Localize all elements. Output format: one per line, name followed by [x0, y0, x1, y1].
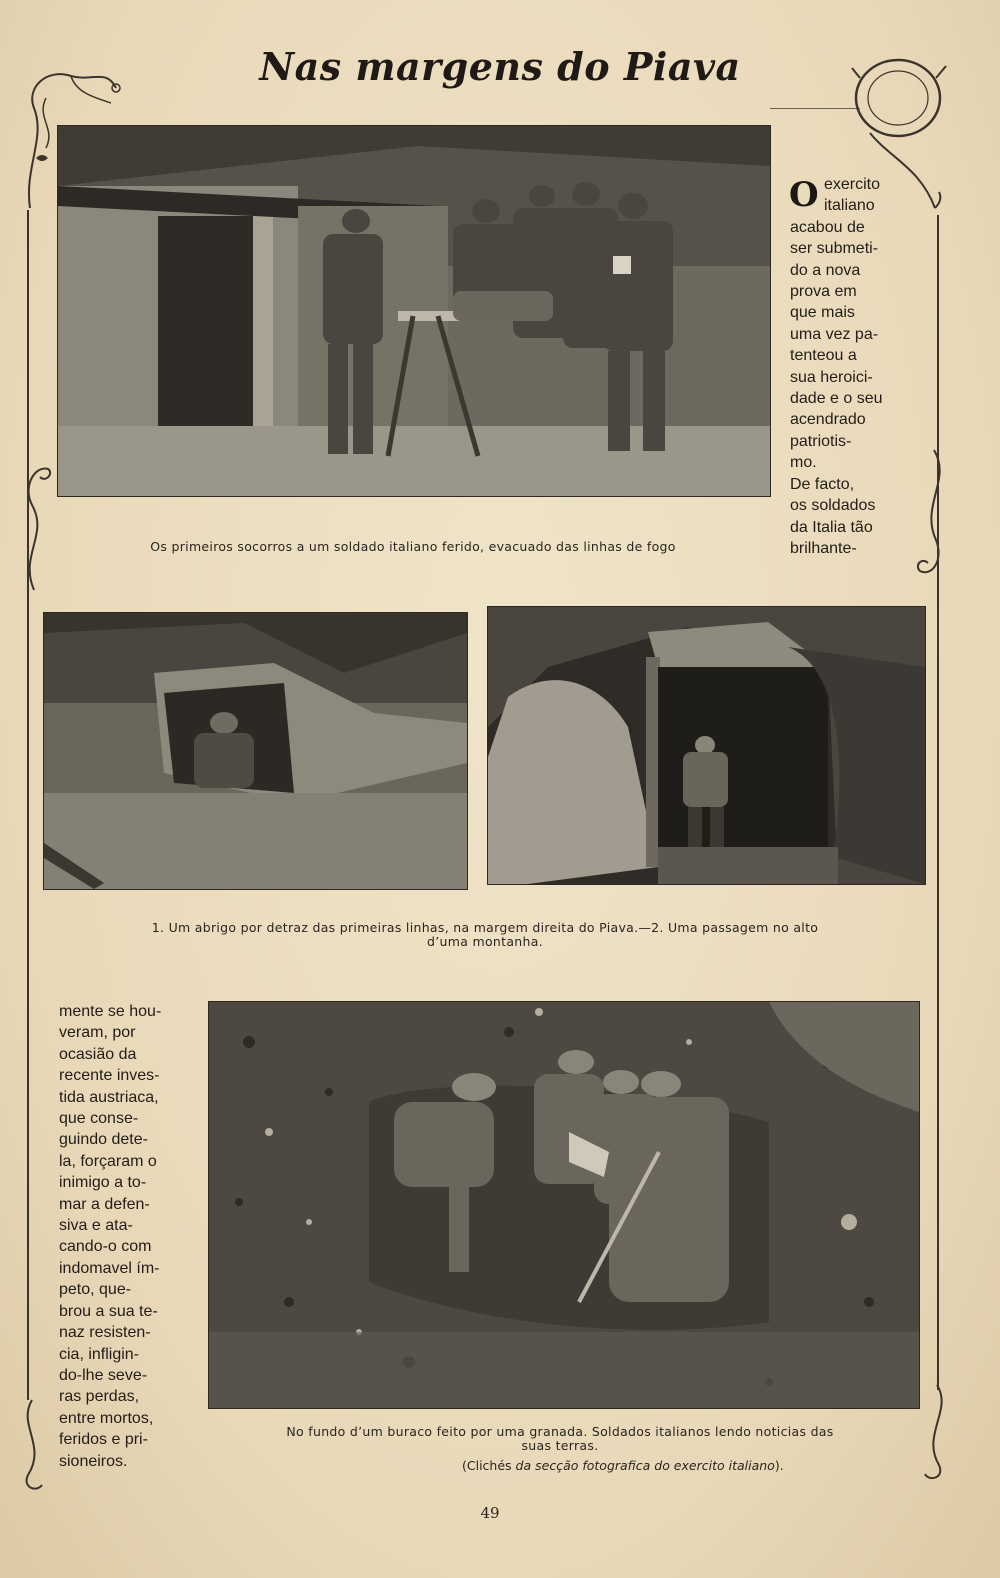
article-line: feridos e pri- — [59, 1431, 148, 1449]
article-line: brilhante- — [790, 539, 857, 557]
article-line: prova em — [790, 283, 857, 301]
article-line: cia, infligin- — [59, 1345, 140, 1363]
photo-credit-prefix: (Clichés — [462, 1458, 512, 1473]
article-dropcap: O — [789, 175, 819, 215]
article-line: mar a defen- — [59, 1195, 150, 1213]
photo-credit — [462, 1458, 784, 1473]
article-line: tida austriaca, — [59, 1088, 159, 1106]
caption-soldiers-reading-line2: suas terras. — [521, 1438, 599, 1453]
article-line: do-lhe seve- — [59, 1366, 148, 1384]
bottom-right-ornament — [915, 1380, 955, 1485]
article-line: que mais — [790, 304, 855, 322]
article-line: acabou de — [790, 218, 865, 236]
article-line: recente inves- — [59, 1067, 160, 1085]
article-line: brou a sua te- — [59, 1302, 158, 1320]
article-right-column — [790, 174, 893, 559]
article-line: veram, por — [59, 1024, 136, 1042]
article-line: la, forçaram o — [59, 1152, 157, 1170]
photo-mountain-passage — [487, 606, 926, 885]
photo-shelter-image — [44, 613, 467, 889]
photo-soldiers-reading — [208, 1001, 920, 1409]
article-line: patriotis- — [790, 432, 852, 450]
article-line: da Italia tão — [790, 518, 873, 536]
article-line: cando-o com — [59, 1238, 152, 1256]
caption-soldiers-reading-line1: No fundo d’um buraco feito por uma granada. Soldados italianos lendo noticias das — [286, 1424, 834, 1439]
article-line: mente se hou- — [59, 1003, 162, 1020]
photo-mountain-passage-image — [488, 607, 925, 884]
left-frame-line — [27, 210, 29, 1400]
article-line: De facto, — [790, 475, 855, 493]
article-line: tenteou a — [790, 347, 857, 365]
article-line: naz resisten- — [59, 1324, 151, 1342]
article-line: ser submeti- — [790, 240, 879, 258]
bottom-left-ornament — [12, 1395, 52, 1495]
article-line: uma vez pa- — [790, 325, 879, 343]
article-line: inimigo a to- — [59, 1174, 147, 1192]
article-line: indomavel ím- — [59, 1259, 160, 1277]
caption-shelter-passage — [95, 921, 875, 949]
article-line: ras perdas, — [59, 1388, 140, 1406]
article-line: mo. — [790, 454, 817, 472]
article-line: que conse- — [59, 1110, 139, 1128]
article-line: dade e o seu — [790, 390, 883, 408]
article-line: italiano — [824, 197, 875, 215]
page-title: Nas margens do Piava — [259, 44, 741, 89]
photo-soldiers-reading-image — [209, 1002, 919, 1408]
photo-first-aid — [57, 125, 771, 497]
article-line: entre mortos, — [59, 1409, 154, 1427]
article-line: os soldados — [790, 497, 876, 515]
article-line: ocasião da — [59, 1045, 137, 1063]
photo-credit-source: da secção fotografica do exercito italiano — [515, 1458, 775, 1473]
article-line: sioneiros. — [59, 1452, 128, 1470]
article-left-column — [59, 1001, 175, 1472]
article-line: guindo dete- — [59, 1131, 148, 1149]
page-number: 49 — [480, 1504, 500, 1522]
caption-first-aid: Os primeiros socorros a um soldado italiano ferido, evacuado das linhas de fogo — [150, 539, 676, 554]
article-line: sua heroici- — [790, 368, 873, 386]
photo-shelter — [43, 612, 468, 890]
caption-soldiers-reading — [230, 1425, 890, 1453]
right-mid-ornament — [912, 445, 957, 585]
article-line: acendrado — [790, 411, 866, 429]
article-line: siva e ata- — [59, 1217, 133, 1235]
right-frame-line — [937, 215, 939, 1390]
article-line: do a nova — [790, 261, 861, 279]
photo-credit-suffix: ). — [774, 1458, 784, 1473]
caption-shelter-passage-line2: d’uma montanha. — [427, 934, 543, 949]
article-line: peto, que- — [59, 1281, 132, 1299]
photo-first-aid-image — [58, 126, 770, 496]
article-line: exercito — [824, 176, 881, 193]
left-mid-ornament — [14, 455, 54, 595]
caption-shelter-passage-line1: 1. Um abrigo por detraz das primeiras linhas, na margem direita do Piava.—2. Uma passagem no alto — [151, 920, 819, 935]
